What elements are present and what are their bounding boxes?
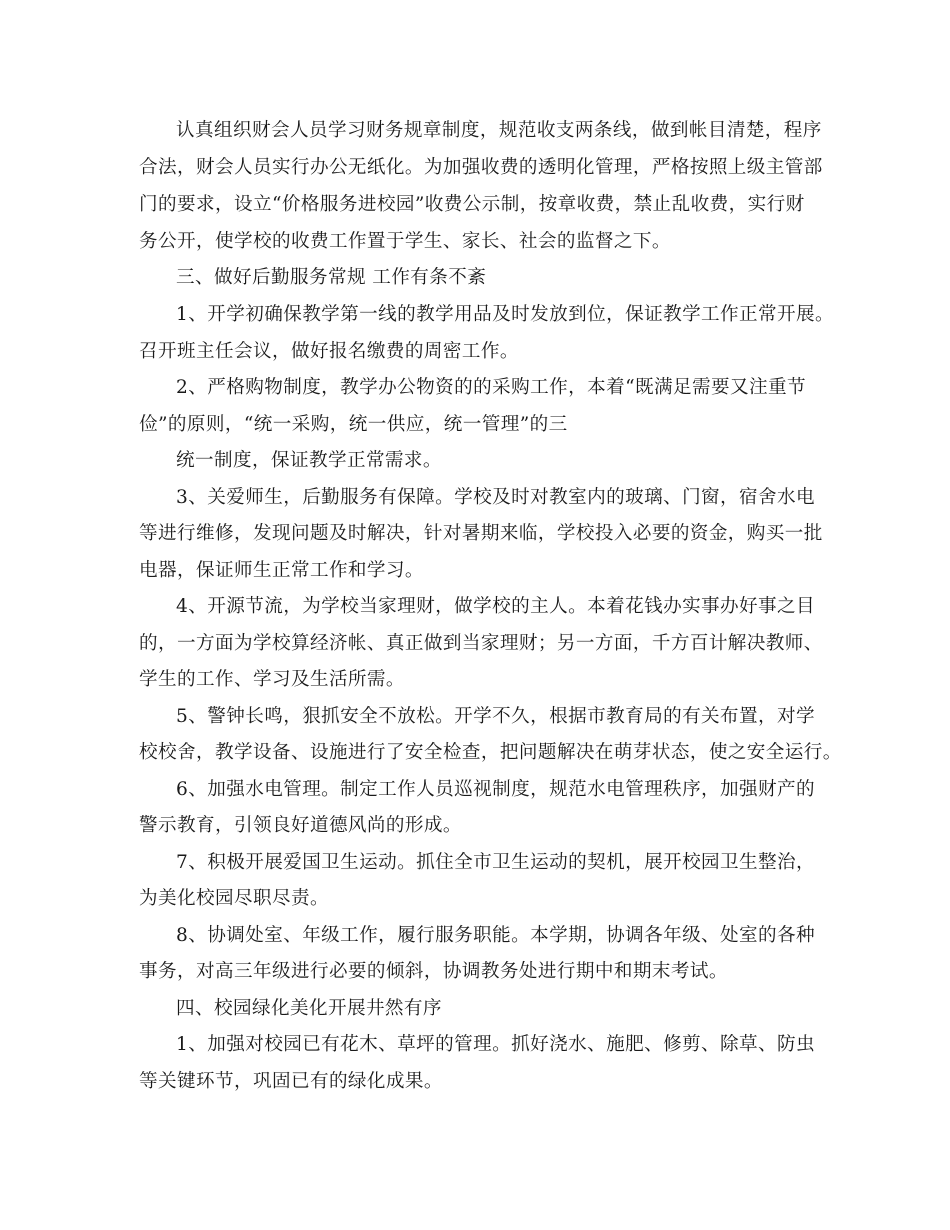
text-line: 统一制度，保证教学正常需求。: [176, 450, 442, 471]
text-line: 警示教育，引领良好道德风尚的形成。: [139, 815, 462, 836]
text-line: 等进行维修，发现问题及时解决，针对暑期来临，学校投入必要的资金，购买一批: [139, 523, 823, 544]
text-line: 4、开源节流，为学校当家理财，做学校的主人。本着花钱办实事办好事之目: [176, 596, 816, 617]
text-line: 学生的工作、学习及生活所需。: [139, 669, 405, 690]
text-line: 2、严格购物制度，教学办公物资的的采购工作，本着“既满足需要又注重节: [176, 377, 806, 398]
text-line: 1、开学初确保教学第一线的教学用品及时发放到位，保证教学工作正常开展。: [176, 304, 835, 325]
text-line: 校校舍，教学设备、设施进行了安全检查，把问题解决在萌芽状态，使之安全运行。: [139, 742, 842, 763]
text-line: 门的要求，设立“价格服务进校园”收费公示制，按章收费，禁止乱收费，实行财: [139, 194, 805, 215]
text-line: 8、协调处室、年级工作，履行服务职能。本学期，协调各年级、处室的各种: [176, 925, 816, 946]
section-heading: 三、做好后勤服务常规 工作有条不紊: [176, 267, 487, 288]
text-line: 1、加强对校园已有花木、草坪的管理。抓好浇水、施肥、修剪、除草、防虫: [176, 1034, 816, 1055]
text-line: 等关键环节，巩固已有的绿化成果。: [139, 1071, 443, 1092]
text-line: 合法，财会人员实行办公无纸化。为加强收费的透明化管理，严格按照上级主管部: [139, 157, 823, 178]
text-line: 召开班主任会议，做好报名缴费的周密工作。: [139, 341, 519, 362]
text-line: 3、关爱师生，后勤服务有保障。学校及时对教室内的玻璃、门窗，宿舍水电: [176, 487, 816, 508]
text-line: 为美化校园尽职尽责。: [139, 888, 329, 909]
text-line: 务公开，使学校的收费工作置于学生、家长、社会的监督之下。: [139, 231, 671, 252]
text-line: 5、警钟长鸣，狠抓安全不放松。开学不久，根据市教育局的有关布置，对学: [176, 706, 816, 727]
text-line: 俭”的原则，“统一采购，统一供应，统一管理”的三: [139, 414, 568, 435]
text-line: 电器，保证师生正常工作和学习。: [139, 560, 424, 581]
text-line: 7、积极开展爱国卫生运动。抓住全市卫生运动的契机，展开校园卫生整治，: [176, 852, 816, 873]
text-line: 认真组织财会人员学习财务规章制度，规范收支两条线，做到帐目清楚，程序: [176, 120, 822, 141]
text-line: 的，一方面为学校算经济帐、真正做到当家理财；另一方面，千方百计解决教师、: [139, 633, 823, 654]
section-heading: 四、校园绿化美化开展井然有序: [176, 998, 442, 1019]
text-line: 事务，对高三年级进行必要的倾斜，协调教务处进行期中和期末考试。: [139, 961, 728, 982]
text-line: 6、加强水电管理。制定工作人员巡视制度，规范水电管理秩序，加强财产的: [176, 779, 816, 800]
